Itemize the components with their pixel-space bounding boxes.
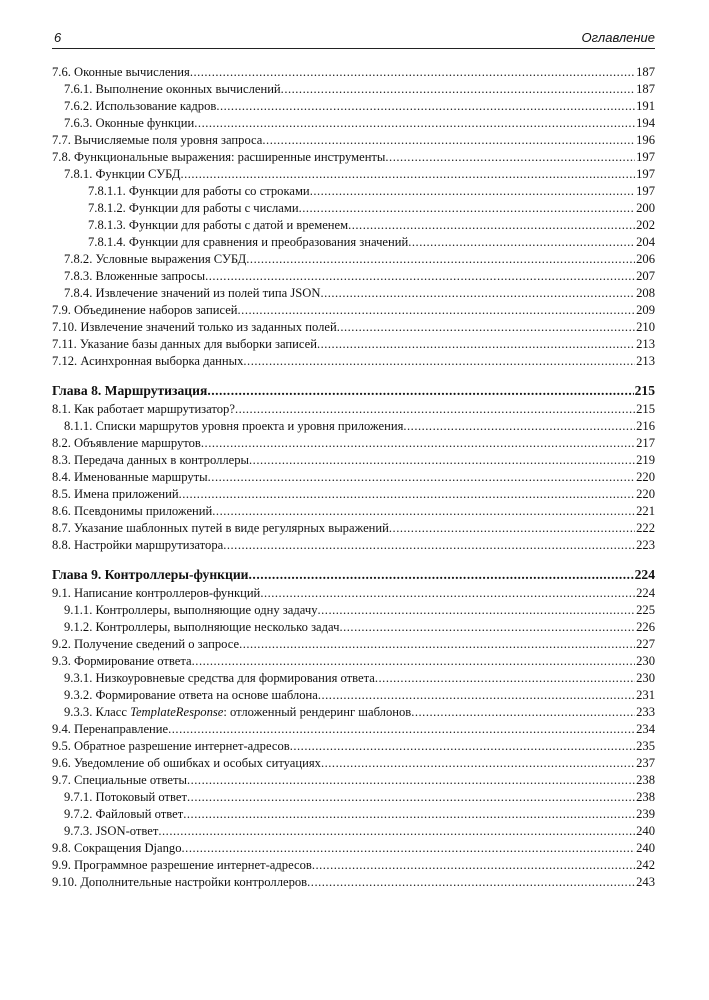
toc-entry (52, 520, 655, 537)
toc-entry-title: 9.8. Сокращения Django (52, 841, 182, 855)
toc-entry (52, 183, 655, 200)
toc-entry (52, 537, 655, 554)
toc-entry (52, 636, 655, 653)
dot-leader (299, 200, 636, 217)
toc-chapter-entry (52, 382, 655, 401)
dot-leader (223, 537, 635, 554)
toc-entry-page: 223 (636, 538, 655, 552)
toc-entry (52, 503, 655, 520)
toc-entry (52, 81, 655, 98)
toc-entry-title: 9.3.3. Класс TemplateResponse: отложенный рендеринг шаблонов (64, 705, 412, 719)
toc-entry-title: 7.8. Функциональные выражения: расширенные инструменты (52, 150, 386, 164)
toc-entry-page: 226 (636, 620, 655, 634)
dot-leader (187, 772, 635, 789)
dot-leader (238, 302, 636, 319)
toc-entry-page: 239 (636, 807, 655, 821)
toc-entry (52, 619, 655, 636)
toc-entry-page: 233 (636, 705, 655, 719)
toc-entry-page: 215 (634, 383, 655, 398)
toc-entry (52, 98, 655, 115)
toc-entry-title: 9.1.2. Контроллеры, выполняющие несколько задач (64, 620, 340, 634)
toc-entry-title: 7.8.1.2. Функции для работы с числами (88, 201, 299, 215)
toc-entry (52, 486, 655, 503)
toc-entry (52, 789, 655, 806)
toc-entry-title: 8.2. Объявление маршрутов (52, 436, 201, 450)
dot-leader (168, 721, 635, 738)
toc-entry-title: 7.9. Объединение наборов записей (52, 303, 238, 317)
dot-leader (216, 98, 635, 115)
toc-entry-title: Глава 9. Контроллеры-функции (52, 567, 249, 582)
dot-leader (182, 840, 636, 857)
dot-leader (320, 285, 635, 302)
toc-entry-page: 210 (636, 320, 655, 334)
toc-chapter-entry (52, 566, 655, 585)
toc-entry-title: 8.4. Именованные маршруты (52, 470, 208, 484)
toc-entry-page: 222 (636, 521, 655, 535)
toc-entry (52, 721, 655, 738)
toc-entry (52, 251, 655, 268)
toc-entry-title: 7.8.1.4. Функции для сравнения и преобразования значений (88, 235, 409, 249)
toc-entry-title: 9.10. Дополнительные настройки контроллеров (52, 875, 308, 889)
toc-entry-page: 237 (636, 756, 655, 770)
toc-entry-title: 7.8.1. Функции СУБД (64, 167, 181, 181)
dot-leader (201, 435, 635, 452)
dot-leader (348, 217, 635, 234)
section-gap (52, 554, 655, 566)
toc-entry-page: 197 (636, 167, 655, 181)
toc-entry (52, 319, 655, 336)
toc-entry-title: 9.3.2. Формирование ответа на основе шаблона (64, 688, 318, 702)
dot-leader (389, 520, 635, 537)
dot-leader (411, 704, 635, 721)
toc-entry (52, 418, 655, 435)
toc-entry (52, 772, 655, 789)
toc-entry-title: 9.3.1. Низкоуровневые средства для формирования ответа (64, 671, 375, 685)
toc-entry-title: 7.6.2. Использование кадров (64, 99, 217, 113)
toc-entry (52, 806, 655, 823)
toc-entry-page: 242 (636, 858, 655, 872)
dot-leader (190, 64, 635, 81)
dot-leader (239, 636, 635, 653)
toc-entry-title: 7.10. Извлечение значений только из заданных полей (52, 320, 337, 334)
toc-entry (52, 217, 655, 234)
dot-leader (375, 670, 635, 687)
running-header (52, 30, 655, 49)
toc-entry-page: 217 (636, 436, 655, 450)
toc-entry (52, 115, 655, 132)
toc-entry-title: 7.6.1. Выполнение оконных вычислений (64, 82, 281, 96)
toc-entry (52, 353, 655, 370)
toc-entry-title: 7.8.3. Вложенные запросы (64, 269, 206, 283)
toc-entry-title: 7.8.1.3. Функции для работы с датой и временем (88, 218, 349, 232)
toc-entry-title: 7.8.1.1. Функции для работы со строками (88, 184, 310, 198)
dot-leader (262, 132, 635, 149)
toc-entry-title: 9.3. Формирование ответа (52, 654, 192, 668)
dot-leader (194, 115, 635, 132)
toc-entry-page: 197 (636, 150, 655, 164)
toc-entry (52, 132, 655, 149)
dot-leader (246, 251, 635, 268)
toc-entry-page: 191 (636, 99, 655, 113)
toc-entry-title: 7.8.2. Условные выражения СУБД (64, 252, 247, 266)
toc-entry-title: 9.1. Написание контроллеров-функций (52, 586, 261, 600)
toc-entry-title: 9.7.3. JSON-ответ (64, 824, 159, 838)
toc-entry-title: 7.11. Указание базы данных для выборки записей (52, 337, 317, 351)
toc-entry-title: 8.1. Как работает маршрутизатор? (52, 402, 235, 416)
dot-leader (385, 149, 635, 166)
toc-entry (52, 452, 655, 469)
toc-entry (52, 602, 655, 619)
dot-leader (310, 183, 635, 200)
dot-leader (208, 469, 635, 486)
toc-entry (52, 840, 655, 857)
toc-entry-title: 9.7.2. Файловый ответ (64, 807, 184, 821)
dot-leader (318, 602, 636, 619)
toc-entry-title: 9.5. Обратное разрешение интернет-адресов (52, 739, 290, 753)
toc-entry-page: 216 (636, 419, 655, 433)
dot-leader (158, 823, 635, 840)
dot-leader (408, 234, 635, 251)
dot-leader (192, 653, 635, 670)
toc-entry-page: 215 (636, 402, 655, 416)
dot-leader (207, 382, 633, 399)
dot-leader (235, 401, 635, 418)
dot-leader (179, 486, 636, 503)
toc-entry (52, 738, 655, 755)
toc-entry-title: 8.3. Передача данных в контроллеры (52, 453, 250, 467)
toc-entry-title: Глава 8. Маршрутизация (52, 383, 208, 398)
dot-leader (321, 755, 635, 772)
toc-entry-page: 187 (636, 65, 655, 79)
dot-leader (212, 503, 635, 520)
dot-leader (339, 619, 635, 636)
toc-entry-page: 221 (636, 504, 655, 518)
toc-entry (52, 585, 655, 602)
toc-entry (52, 285, 655, 302)
toc-entry-title: 8.5. Имена приложений (52, 487, 179, 501)
toc-entry-page: 219 (636, 453, 655, 467)
toc-entry-page: 220 (636, 487, 655, 501)
toc-entry-title: 9.7.1. Потоковый ответ (64, 790, 188, 804)
running-title: Оглавление (581, 30, 655, 45)
dot-leader (317, 336, 635, 353)
toc-entry-page: 227 (636, 637, 655, 651)
toc-entry-page: 238 (636, 773, 655, 787)
toc-entry-page: 204 (636, 235, 655, 249)
toc-entry-page: 230 (636, 654, 655, 668)
dot-leader (249, 452, 635, 469)
toc-entry (52, 469, 655, 486)
toc-entry-title: 7.6.3. Оконные функции (64, 116, 195, 130)
toc-entry-title: 7.6. Оконные вычисления (52, 65, 190, 79)
toc-entry-page: 224 (634, 567, 655, 582)
toc-entry (52, 234, 655, 251)
toc-entry-page: 240 (636, 841, 655, 855)
toc-entry-page: 206 (636, 252, 655, 266)
toc-entry-title: 7.12. Асинхронная выборка данных (52, 354, 244, 368)
dot-leader (318, 687, 635, 704)
toc-entry (52, 302, 655, 319)
toc-entry-title: 7.8.4. Извлечение значений из полей типа JSON (64, 286, 321, 300)
toc-entry-page: 187 (636, 82, 655, 96)
toc-entry (52, 687, 655, 704)
toc-entry-title: 8.8. Настройки маршрутизатора (52, 538, 224, 552)
toc-entry-title: 9.2. Получение сведений о запросе (52, 637, 240, 651)
toc-entry (52, 670, 655, 687)
toc-entry-page: 225 (636, 603, 655, 617)
toc-entry (52, 336, 655, 353)
toc-entry (52, 874, 655, 891)
dot-leader (290, 738, 635, 755)
section-gap (52, 370, 655, 382)
toc-entry-page: 194 (636, 116, 655, 130)
toc-entry (52, 653, 655, 670)
toc-entry-title: 7.7. Вычисляемые поля уровня запроса (52, 133, 263, 147)
toc-entry-page: 209 (636, 303, 655, 317)
toc-entry (52, 755, 655, 772)
toc-entry (52, 857, 655, 874)
toc-entry-page: 196 (636, 133, 655, 147)
dot-leader (183, 806, 635, 823)
toc-entry-title: 8.7. Указание шаблонных путей в виде регулярных выражений (52, 521, 389, 535)
toc-entry-page: 240 (636, 824, 655, 838)
toc-entry (52, 435, 655, 452)
dot-leader (243, 353, 635, 370)
toc-entry (52, 401, 655, 418)
toc-entry (52, 64, 655, 81)
toc-entry-page: 207 (636, 269, 655, 283)
dot-leader (337, 319, 635, 336)
toc-entry-title: 9.9. Программное разрешение интернет-адресов (52, 858, 312, 872)
toc-entry-page: 197 (636, 184, 655, 198)
toc-entry-page: 220 (636, 470, 655, 484)
dot-leader (249, 566, 634, 583)
dot-leader (403, 418, 635, 435)
toc-entry (52, 823, 655, 840)
dot-leader (260, 585, 635, 602)
dot-leader (312, 857, 635, 874)
dot-leader (205, 268, 635, 285)
toc-entry-title: 9.6. Уведомление об ошибках и особых ситуациях (52, 756, 321, 770)
dot-leader (307, 874, 635, 891)
dot-leader (180, 166, 635, 183)
toc-entry-page: 200 (636, 201, 655, 215)
toc-entry-page: 213 (636, 354, 655, 368)
toc-entry-page: 208 (636, 286, 655, 300)
toc-entry-page: 213 (636, 337, 655, 351)
toc-entry-page: 243 (636, 875, 655, 889)
toc-entry-page: 238 (636, 790, 655, 804)
toc-entry-title: 8.1.1. Списки маршрутов уровня проекта и уровня приложения (64, 419, 404, 433)
toc-entry-page: 224 (636, 586, 655, 600)
toc-entry-page: 230 (636, 671, 655, 685)
toc-entry-title: 8.6. Псевдонимы приложений (52, 504, 213, 518)
toc-entry-page: 235 (636, 739, 655, 753)
toc-entry (52, 704, 655, 721)
toc-entry-title: 9.1.1. Контроллеры, выполняющие одну задачу (64, 603, 318, 617)
toc-entry (52, 166, 655, 183)
dot-leader (187, 789, 635, 806)
toc-entry-title: 9.7. Специальные ответы (52, 773, 187, 787)
page-number: 6 (54, 30, 62, 45)
toc-entry-page: 231 (636, 688, 655, 702)
toc-entry-page: 234 (636, 722, 655, 736)
toc-entry-title: 9.4. Перенаправление (52, 722, 169, 736)
toc-entry (52, 149, 655, 166)
dot-leader (281, 81, 635, 98)
toc-entry-page: 202 (636, 218, 655, 232)
toc-entry (52, 200, 655, 217)
table-of-contents (52, 64, 655, 891)
toc-entry (52, 268, 655, 285)
